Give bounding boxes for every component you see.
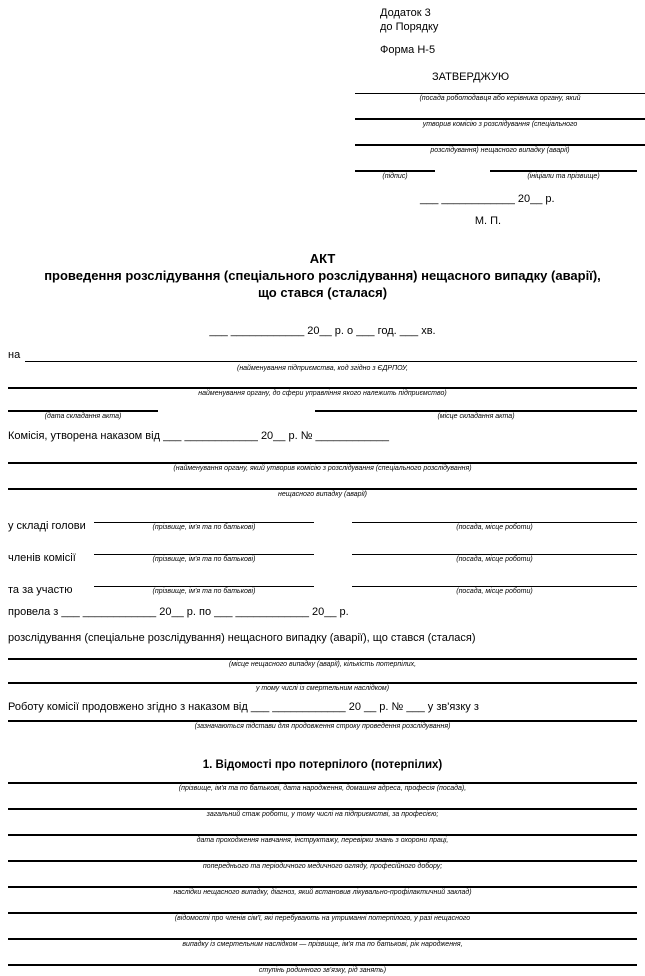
- initials-column: [490, 170, 637, 182]
- accident-datetime-blank: ___ ____________ 20__ р. о ___ год. ___ хв.: [209, 325, 436, 337]
- annex-line-1: Додаток 3: [380, 7, 431, 19]
- caption-act-place: (місце складання акта): [437, 413, 515, 420]
- caption-accident-place: (місце нещасного випадку (аварії), кількість потерпілих,: [228, 661, 417, 668]
- approve-date-blank: ___ ____________ 20__ р.: [420, 193, 555, 205]
- caption-accident: нещасного випадку (аварії): [278, 491, 367, 498]
- victim-info-row: [8, 964, 637, 976]
- order-org-row: [8, 462, 637, 474]
- member-position-column: [352, 508, 637, 533]
- member-position-column: [352, 540, 637, 565]
- caption-victim-info: наслідки нещасного випадку, діагноз, який встановив лікувально-профілактичний заклад): [173, 889, 472, 896]
- form-number: Форма Н-5: [380, 44, 436, 56]
- investigation-subject-line: розслідування (спеціальне розслідування) нещасного випадку (аварії), що стався (сталася): [8, 632, 476, 644]
- victim-info-row: [8, 834, 637, 846]
- member-role-label: у складі голови: [8, 520, 86, 532]
- member-name-column: [94, 540, 314, 565]
- signature-row: [355, 170, 637, 182]
- member-row-members: [8, 540, 637, 565]
- signature-gap: [435, 170, 490, 182]
- title-line-3: що стався (сталася): [257, 285, 388, 300]
- caption-approver-created-commission: утворив комісію з розслідування (спеціального: [422, 121, 578, 128]
- title-line-2: проведення розслідування (спеціального розслідування) нещасного випадку (аварії),: [44, 268, 601, 283]
- caption-victim-info: дата проходження навчання, інструктажу, перевірки знань з охорони праці,: [196, 837, 449, 844]
- victim-info-row: [8, 782, 637, 794]
- member-name-column: [94, 508, 314, 533]
- member-role-label: та за участю: [8, 584, 73, 596]
- approve-heading: ЗАТВЕРДЖУЮ: [432, 71, 510, 83]
- victim-info-row: [8, 860, 637, 872]
- section-1-heading: 1. Відомості про потерпілого (потерпілих): [202, 759, 443, 771]
- document-title: [8, 250, 637, 301]
- annex-block: [380, 6, 637, 57]
- caption-victim-info: випадку із смертельним наслідком — прізвище, ім'я та по батькові, рік народження,: [182, 941, 463, 948]
- caption-signature: (підпис): [382, 173, 408, 180]
- investigation-period-line: провела з ___ ____________ 20__ р. по ___ ____________ 20__ р.: [8, 606, 349, 618]
- caption-victim-info: попереднього та періодичного медичного огляду, професійного добору;: [202, 863, 443, 870]
- title-line-1: АКТ: [309, 251, 336, 266]
- enterprise-row: [8, 348, 637, 362]
- caption-member-position: (посада, місце роботи): [456, 588, 533, 595]
- caption-approver-accident: розслідування) нещасного випадку (аварії): [430, 147, 570, 154]
- authority-row: [8, 387, 637, 399]
- member-position-column: [352, 572, 637, 597]
- caption-act-date: (дата складання акта): [44, 413, 122, 420]
- caption-victim-info: загальний стаж роботи, у тому числі на підприємстві, за професією;: [206, 811, 439, 818]
- on-label: на: [8, 349, 21, 361]
- caption-member-name: (прізвище, ім'я та по батькові): [152, 524, 256, 531]
- victim-info-row: [8, 912, 637, 924]
- extension-reason-row: [8, 720, 637, 732]
- caption-authority: найменування органу, до сфери управління якого належить підприємство): [198, 390, 447, 397]
- victim-info-row: [8, 808, 637, 820]
- approver-line-1: [355, 93, 645, 104]
- caption-victim-info: ступінь родинного зв'язку, рід занять): [258, 967, 387, 974]
- extension-order-line: Роботу комісії продовжено згідно з наказом від ___ ____________ 20 __ р. № ___ у зв'язку з: [8, 701, 479, 713]
- caption-order-org: (найменування органу, який утворив комісію з розслідування (спеціального розслідування): [173, 465, 472, 472]
- member-row-head: [8, 508, 637, 533]
- caption-enterprise-name: (найменування підприємства, код згідно з ЄДРПОУ,: [236, 365, 408, 372]
- approver-line-2: [355, 118, 645, 130]
- accident-place-row: [8, 658, 637, 670]
- approver-line-3: [355, 144, 645, 156]
- caption-extension-reason: (зазначаються підстави для продовження строку проведення розслідування): [194, 723, 451, 730]
- caption-victim-info: (прізвище, ім'я та по батькові, дата народження, домашня адреса, професія (посада),: [178, 785, 467, 792]
- spacer: [314, 540, 352, 565]
- act-date-column: [8, 410, 158, 422]
- fill-in-line: [25, 349, 637, 362]
- caption-victim-info: (відомості про членів сім'ї, які перебувають на утриманні потерпілого, у разі нещасного: [174, 915, 471, 922]
- caption-member-position: (посада, місце роботи): [456, 556, 533, 563]
- member-row-participants: [8, 572, 637, 597]
- commission-order-line: Комісія, утворена наказом від ___ ____________ 20__ р. № ____________: [8, 430, 389, 442]
- victim-info-row: [8, 886, 637, 898]
- approve-signature-block: [355, 93, 645, 156]
- act-date-place-row: [8, 410, 637, 422]
- caption-initials-surname: (ініціали та прізвище): [527, 173, 600, 180]
- caption-fatal-count: у тому числі із смертельним наслідком): [255, 685, 390, 692]
- accident-caption-row: [8, 488, 637, 500]
- seal-place-label: М. П.: [474, 215, 502, 227]
- fatal-count-row: [8, 682, 637, 694]
- member-name-column: [94, 572, 314, 597]
- caption-member-name: (прізвище, ім'я та по батькові): [152, 556, 256, 563]
- act-place-column: [315, 410, 637, 422]
- caption-approver-position: (посада роботодавця або керівника органу, який: [419, 95, 581, 102]
- caption-member-name: (прізвище, ім'я та по батькові): [152, 588, 256, 595]
- spacer: [158, 410, 315, 422]
- spacer: [314, 508, 352, 533]
- annex-line-2: до Порядку: [380, 21, 439, 33]
- signature-column: [355, 170, 435, 182]
- caption-member-position: (посада, місце роботи): [456, 524, 533, 531]
- spacer: [314, 572, 352, 597]
- victim-info-row: [8, 938, 637, 950]
- member-role-label: членів комісії: [8, 552, 76, 564]
